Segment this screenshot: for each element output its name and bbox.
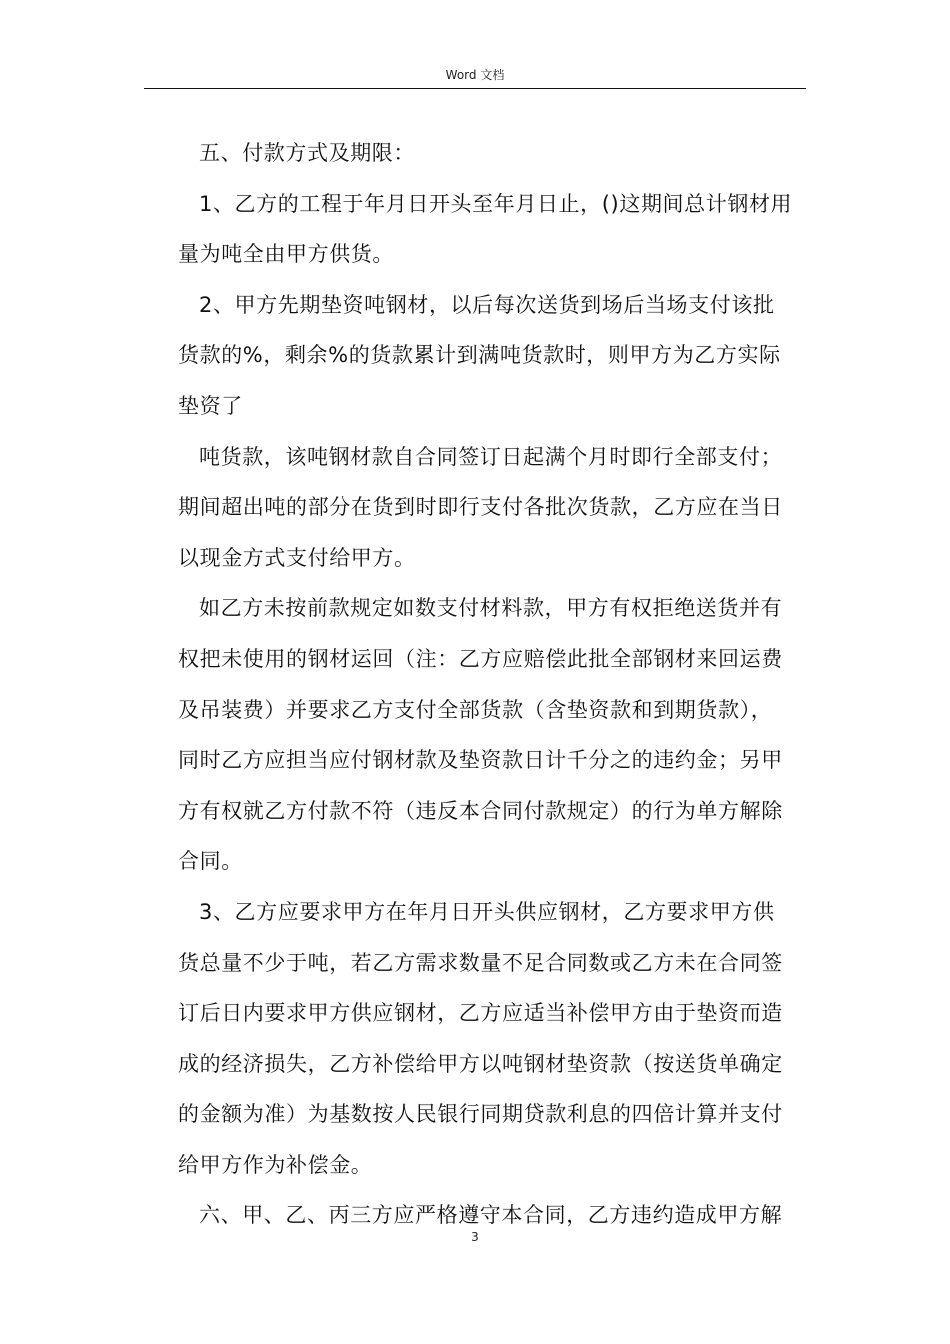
clause-3-line-3: 订后日内要求甲方供应钢材，乙方应适当补偿甲方由于垫资而造 <box>178 1001 783 1026</box>
page-header: Word 文档 <box>445 68 505 82</box>
default-clause-line-2: 权把未使用的钢材运回（注：乙方应赔偿此批全部钢材来回运费 <box>178 646 783 671</box>
clause-2-cont-line-3: 以现金方式支付给甲方。 <box>178 545 416 570</box>
clause-2-line-3: 垫资了 <box>178 393 243 418</box>
clause-2-cont-line-1: 吨货款，该吨钢材款自合同签订日起满个月时即行全部支付； <box>199 444 783 469</box>
default-clause-line-1: 如乙方未按前款规定如数支付材料款，甲方有权拒绝送货并有 <box>199 596 783 621</box>
clause-3-line-2: 货总量不少于吨，若乙方需求数量不足合同数或乙方未在合同签 <box>178 950 783 975</box>
default-clause-line-5: 方有权就乙方付款不符（违反本合同付款规定）的行为单方解除 <box>178 798 783 823</box>
default-clause-line-3: 及吊装费）并要求乙方支付全部货款（含垫资款和到期货款）， <box>178 697 773 722</box>
page-number: 3 <box>471 1230 479 1244</box>
clause-1-line-2: 量为吨全由甲方供货。 <box>178 242 394 267</box>
header-rule <box>144 88 806 89</box>
clause-2-line-1: 2、甲方先期垫资吨钢材，以后每次送货到场后当场支付该批 <box>199 292 775 317</box>
clause-2-line-2: 货款的%，剩余%的货款累计到满吨货款时，则甲方为乙方实际 <box>178 343 781 368</box>
clause-3-line-1: 3、乙方应要求甲方在年月日开头供应钢材，乙方要求甲方供 <box>199 899 775 924</box>
default-clause-line-4: 同时乙方应担当应付钢材款及垫资款日计千分之的违约金；另甲 <box>178 748 783 773</box>
clause-1-line-1: 1、乙方的工程于年月日开头至年月日止，()这期间总计钢材用 <box>199 191 793 216</box>
document-body <box>178 128 810 1241</box>
clause-3-line-5: 的金额为准）为基数按人民银行同期贷款利息的四倍计算并支付 <box>178 1102 783 1127</box>
clause-2-cont-line-2: 期间超出吨的部分在货到时即行支付各批次货款，乙方应在当日 <box>178 495 783 520</box>
default-clause-line-6: 合同。 <box>178 849 243 874</box>
clause-3-line-4: 成的经济损失，乙方补偿给甲方以吨钢材垫资款（按送货单确定 <box>178 1051 783 1076</box>
section-heading-obligations: 六、甲、乙、丙三方应严格遵守本合同，乙方违约造成甲方解 <box>199 1203 783 1228</box>
section-heading-payment: 五、付款方式及期限： <box>199 141 415 165</box>
clause-3-line-6: 给甲方作为补偿金。 <box>178 1152 373 1177</box>
